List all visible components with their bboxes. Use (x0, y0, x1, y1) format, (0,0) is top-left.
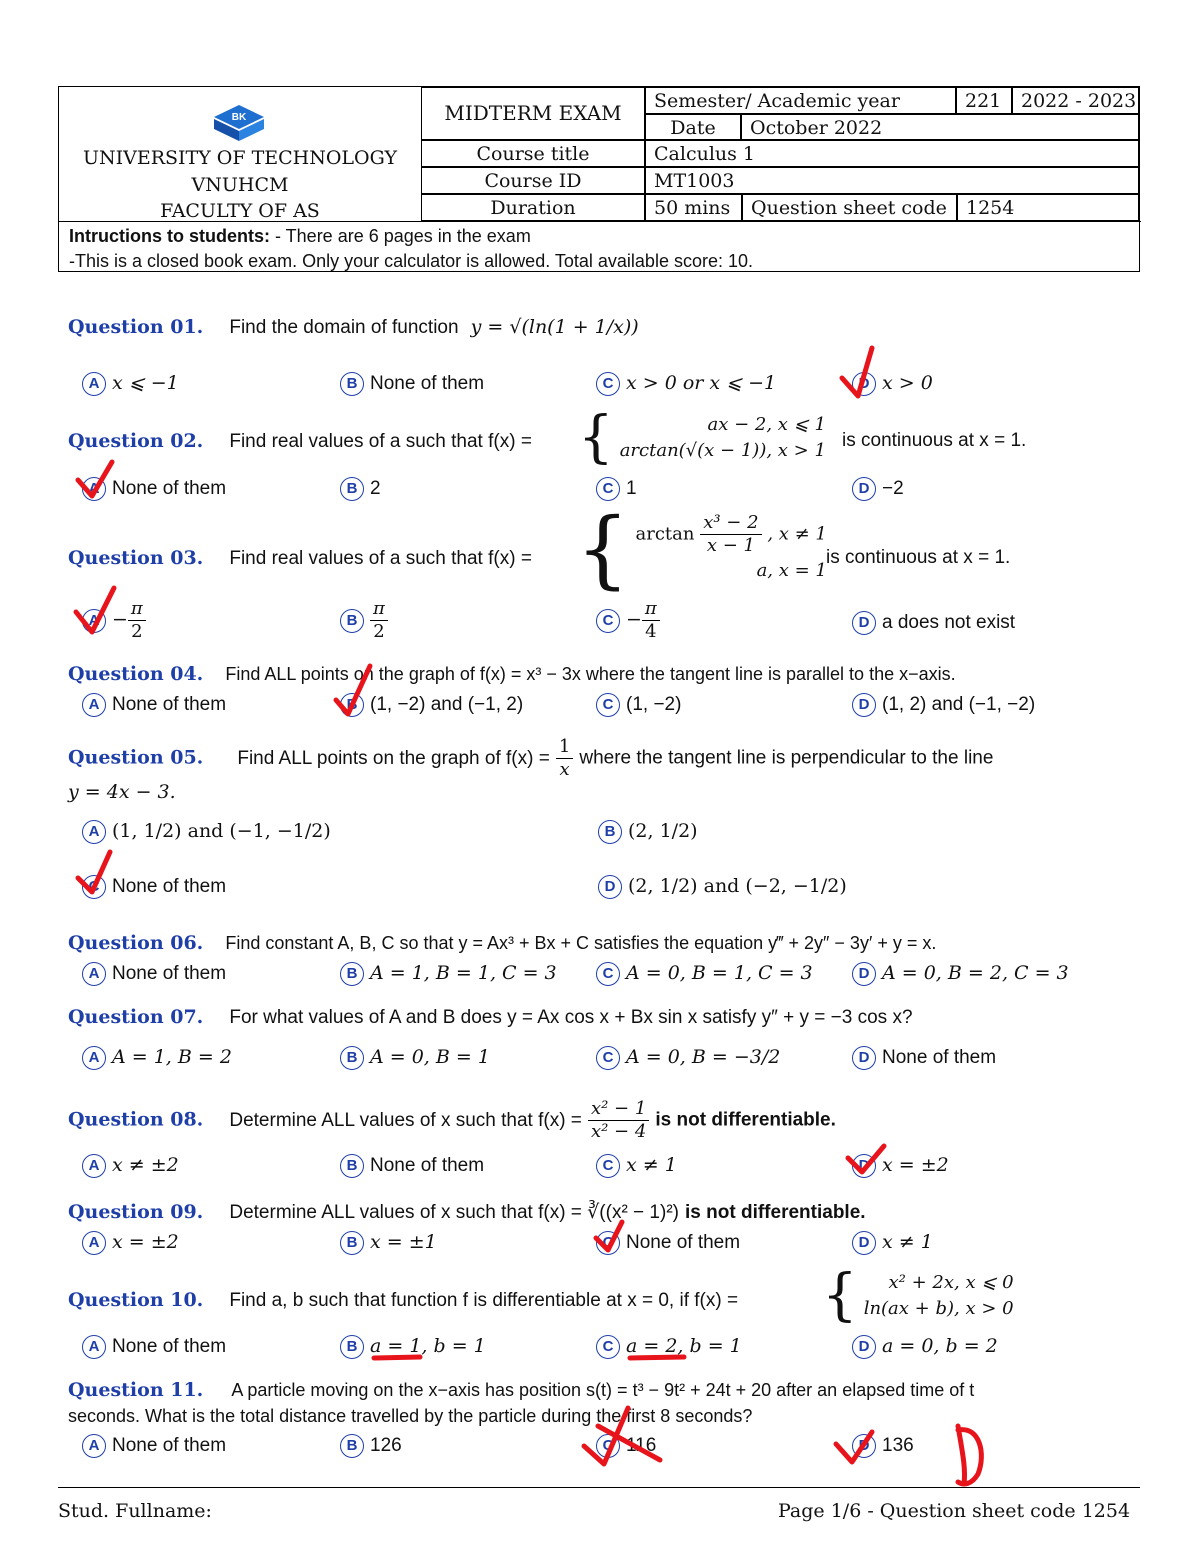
footer-rule (58, 1487, 1140, 1488)
question-label: Question 07. (68, 1006, 204, 1028)
q06-option-c[interactable] (596, 962, 813, 986)
q02-option-c[interactable] (596, 477, 637, 501)
option-text: 136 (882, 1435, 914, 1457)
option-letter: D (852, 1231, 876, 1255)
option-denominator: 2 (373, 621, 385, 642)
q01-option-c[interactable] (596, 372, 776, 396)
course-title: Calculus 1 (645, 140, 1139, 167)
option-letter: C (596, 1434, 620, 1458)
case-1-numerator: x³ − 2 (700, 512, 761, 535)
q08-option-c[interactable] (596, 1154, 677, 1178)
q03-option-b[interactable] (340, 598, 388, 643)
question-label: Question 06. (68, 932, 204, 954)
option-text: x = ±1 (370, 1231, 437, 1254)
option-text: (2, 1/2) (628, 820, 698, 843)
option-letter: A (82, 1154, 106, 1178)
question-text: Determine ALL values of x such that f(x) = (229, 1109, 582, 1131)
option-letter: A (82, 820, 106, 844)
q03-piecewise (576, 499, 827, 598)
option-letter: A (82, 693, 106, 717)
option-text: x > 0 (882, 372, 933, 395)
q04-option-c[interactable] (596, 693, 681, 717)
q09-option-b[interactable] (340, 1231, 437, 1255)
option-numerator: π (370, 598, 388, 621)
option-letter: D (852, 1046, 876, 1070)
option-letter: C (596, 1154, 620, 1178)
option-letter: C (596, 693, 620, 717)
option-letter: C (596, 609, 620, 633)
option-text: x = ±2 (882, 1154, 949, 1177)
fraction-numerator: x² − 1 (588, 1098, 649, 1121)
q03-option-c[interactable] (596, 598, 660, 643)
question-06 (68, 932, 936, 954)
q07-option-c[interactable] (596, 1046, 780, 1070)
q09-option-a[interactable] (82, 1231, 179, 1255)
option-text: None of them (626, 1232, 741, 1254)
option-letter: D (852, 962, 876, 986)
course-title-label: Course title (421, 140, 645, 167)
option-letter: B (340, 477, 364, 501)
sheet-code-value: 1254 (957, 194, 1139, 221)
university-vnuhcm: VNUHCM (191, 174, 289, 196)
sheet-code-label: Question sheet code (742, 194, 957, 221)
option-letter: B (340, 1154, 364, 1178)
q09-option-d[interactable] (852, 1231, 933, 1255)
option-text: None of them (112, 694, 227, 716)
q07-option-d[interactable] (852, 1046, 996, 1070)
q05-option-b[interactable] (598, 820, 698, 844)
case-2: arctan(√(x − 1)), x > 1 (619, 440, 826, 461)
option-text: A = 0, B = 1 (370, 1046, 490, 1069)
option-letter: A (82, 1335, 106, 1359)
option-text: None of them (112, 876, 227, 898)
option-text: a = 2, b = 1 (626, 1335, 742, 1358)
option-text: −2 (882, 478, 904, 500)
option-text: A = 0, B = 1, C = 3 (626, 962, 813, 985)
q11-option-b[interactable] (340, 1434, 402, 1458)
option-text: a does not exist (882, 612, 1016, 634)
q10-option-a[interactable] (82, 1335, 226, 1359)
q10-option-c[interactable] (596, 1335, 742, 1359)
question-text: Find the domain of function (229, 317, 459, 338)
instructions-line-2: -This is a closed book exam. Only your calculator is allowed. Total available score: 10. (69, 251, 753, 271)
question-10 (68, 1289, 738, 1312)
option-text: x ⩽ −1 (112, 372, 179, 395)
option-text: a = 0, b = 2 (882, 1335, 998, 1358)
q10-option-d[interactable] (852, 1335, 998, 1359)
question-text: Find ALL points on the graph of f(x) = x³ − 3x where the tangent line is parallel to the x−axis. (225, 664, 956, 684)
exam-title: MIDTERM EXAM (421, 87, 645, 140)
date-value: October 2022 (741, 114, 1139, 140)
duration-value: 50 mins (645, 194, 742, 221)
option-letter: C (596, 1231, 620, 1255)
question-text: Find real values of a such that f(x) = (229, 431, 532, 452)
q03-option-d[interactable] (852, 611, 1015, 635)
option-letter: D (598, 875, 622, 899)
option-text: 126 (370, 1435, 402, 1457)
option-letter: A (82, 1231, 106, 1255)
course-id: MT1003 (645, 167, 1139, 194)
option-letter: D (852, 611, 876, 635)
case-1: ax − 2, x ⩽ 1 (707, 414, 826, 435)
q02-piecewise (578, 405, 826, 470)
option-denominator: 4 (645, 621, 657, 642)
option-letter: B (340, 693, 364, 717)
option-letter: A (82, 1434, 106, 1458)
q08-option-d[interactable] (852, 1154, 949, 1178)
option-sign: − (112, 608, 128, 631)
option-letter: B (340, 962, 364, 986)
option-text: x ≠ 1 (626, 1154, 677, 1177)
q01-option-a[interactable] (82, 372, 179, 396)
question-05 (68, 736, 993, 781)
q07-option-a[interactable] (82, 1046, 232, 1070)
option-text: None of them (112, 1435, 227, 1457)
q05-option-a[interactable] (82, 820, 331, 844)
q11-option-a[interactable] (82, 1434, 226, 1458)
option-text: x ≠ 1 (882, 1231, 933, 1254)
q09-option-c[interactable] (596, 1231, 740, 1255)
question-text-post: where the tangent line is perpendicular to the line (579, 747, 994, 769)
q02-option-b[interactable] (340, 477, 381, 501)
question-math: y = √(ln(1 + 1/x)) (470, 316, 639, 338)
brace-icon: { (822, 1263, 858, 1328)
option-text: (1, −2) (626, 694, 682, 716)
q01-option-b[interactable] (340, 372, 484, 396)
fraction-numerator: 1 (556, 736, 573, 759)
case-2: a, x = 1 (756, 560, 827, 581)
case-1: x² + 2x, x ⩽ 0 (888, 1272, 1014, 1293)
option-letter: D (852, 693, 876, 717)
option-letter: C (596, 962, 620, 986)
q08-option-a[interactable] (82, 1154, 179, 1178)
option-letter: D (852, 372, 876, 396)
question-label: Question 10. (68, 1289, 204, 1311)
question-02 (68, 430, 532, 453)
university-name: UNIVERSITY OF TECHNOLOGY (82, 147, 398, 169)
option-letter: B (340, 1335, 364, 1359)
option-text: None of them (112, 1336, 227, 1358)
option-letter: D (852, 1434, 876, 1458)
question-label: Question 05. (68, 746, 204, 769)
page-info: Page 1/6 - Question sheet code 1254 (778, 1500, 1131, 1522)
course-id-label: Course ID (421, 167, 645, 194)
option-text: x ≠ ±2 (112, 1154, 179, 1177)
question-01 (68, 316, 639, 339)
case-2: ln(ax + b), x > 0 (863, 1298, 1014, 1319)
q05-option-d[interactable] (598, 875, 847, 899)
option-text: (1, 2) and (−1, −2) (882, 694, 1036, 716)
option-text: A = 1, B = 2 (112, 1046, 232, 1069)
option-letter: B (340, 609, 364, 633)
q04-option-a[interactable] (82, 693, 226, 717)
option-text: a = 1, b = 1 (370, 1335, 486, 1358)
option-text: None of them (882, 1047, 997, 1069)
option-sign: − (626, 608, 642, 631)
brace-icon: { (578, 405, 614, 470)
option-text: A = 1, B = 1, C = 3 (370, 962, 557, 985)
question-text: Find real values of a such that f(x) = (229, 548, 532, 569)
q10-option-b[interactable] (340, 1335, 486, 1359)
question-11 (68, 1379, 974, 1401)
duration-label: Duration (421, 194, 645, 221)
option-letter: A (82, 477, 106, 501)
instructions-label: Intructions to students: (69, 226, 270, 246)
question-tail: is not differentiable. (685, 1202, 866, 1223)
question-text: Find constant A, B, C so that y = Ax³ + Bx + C satisfies the equation y‴ + 2y″ − 3y′ + y = x. (225, 933, 937, 953)
option-text: 2 (370, 478, 381, 500)
q10-piecewise (822, 1263, 1014, 1328)
option-letter: A (82, 609, 106, 633)
option-text: None of them (370, 1155, 485, 1177)
option-letter: C (596, 477, 620, 501)
question-07 (68, 1006, 913, 1029)
option-letter: C (596, 1046, 620, 1070)
q04-option-d[interactable] (852, 693, 1035, 717)
option-letter: A (82, 1046, 106, 1070)
question-tail: is continuous at x = 1. (826, 547, 1011, 568)
question-text: Find a, b such that function f is differentiable at x = 0, if f(x) = (229, 1290, 739, 1311)
option-letter: C (596, 1335, 620, 1359)
option-letter: D (852, 1154, 876, 1178)
option-letter: A (82, 372, 106, 396)
university-logo (214, 105, 264, 141)
brace-icon: { (576, 499, 630, 598)
question-text: A particle moving on the x−axis has position s(t) = t³ − 9t² + 24t + 20 after an elapsed time of t (231, 1380, 975, 1400)
option-text: x = ±2 (112, 1231, 179, 1254)
q02-option-a[interactable] (82, 477, 226, 501)
q06-option-b[interactable] (340, 962, 557, 986)
q04-option-b[interactable] (340, 693, 523, 717)
instructions-line-1: - There are 6 pages in the exam (270, 226, 531, 246)
option-text: A = 0, B = 2, C = 3 (882, 962, 1069, 985)
q11-option-d[interactable] (852, 1434, 914, 1458)
q05-option-c[interactable] (82, 875, 226, 899)
question-label: Question 08. (68, 1108, 204, 1131)
question-tail: is continuous at x = 1. (842, 430, 1027, 451)
option-text: (2, 1/2) and (−2, −1/2) (628, 875, 847, 898)
option-letter: B (340, 1046, 364, 1070)
fraction-denominator: x² − 4 (590, 1121, 647, 1142)
option-text: 116 (626, 1435, 657, 1457)
option-text: None of them (370, 373, 485, 395)
option-letter: A (82, 962, 106, 986)
option-denominator: 2 (131, 621, 143, 642)
question-08 (68, 1098, 836, 1143)
question-label: Question 03. (68, 547, 204, 569)
question-line-2: seconds. What is the total distance travelled by the particle during the first 8 seconds? (68, 1406, 753, 1426)
option-letter: B (598, 820, 622, 844)
handwritten-d-mark (958, 1426, 981, 1484)
question-label: Question 01. (68, 316, 204, 338)
option-text: A = 0, B = −3/2 (626, 1046, 781, 1069)
instructions (59, 221, 1141, 273)
question-label: Question 04. (68, 663, 204, 685)
question-04 (68, 663, 956, 685)
option-text: 1 (626, 478, 637, 500)
date-label: Date (645, 114, 741, 140)
q06-option-a[interactable] (82, 962, 226, 986)
question-label: Question 11. (68, 1379, 204, 1401)
case-1-func: arctan (635, 523, 695, 545)
case-1-denominator: x − 1 (706, 535, 755, 556)
academic-year: 2022 - 2023 (1012, 87, 1139, 114)
q11-option-c[interactable] (596, 1434, 656, 1458)
option-text: (1, −2) and (−1, 2) (370, 694, 524, 716)
fraction-denominator: x (559, 759, 570, 780)
question-text: For what values of A and B does y = Ax cos x + Bx sin x satisfy y″ + y = −3 cos x? (229, 1007, 913, 1028)
semester-value: 221 (956, 87, 1012, 114)
option-letter: C (82, 875, 106, 899)
option-letter: D (852, 477, 876, 501)
option-text: x > 0 or x ⩽ −1 (626, 372, 777, 395)
option-letter: C (596, 372, 620, 396)
semester-label: Semester/ Academic year (645, 87, 956, 114)
question-label: Question 09. (68, 1201, 204, 1223)
case-1-condition: , x ≠ 1 (767, 523, 827, 545)
option-letter: B (340, 1434, 364, 1458)
q06-option-d[interactable] (852, 962, 1069, 986)
q07-option-b[interactable] (340, 1046, 490, 1070)
option-letter: D (852, 1335, 876, 1359)
q02-option-d[interactable] (852, 477, 904, 501)
question-text: Determine ALL values of x such that f(x) = ∛((x² − 1)²) (229, 1202, 679, 1223)
university-block (59, 87, 421, 221)
question-09 (68, 1201, 866, 1224)
q08-option-b[interactable] (340, 1154, 484, 1178)
faculty-name: FACULTY OF AS (160, 200, 320, 222)
option-letter: B (340, 372, 364, 396)
exam-header (58, 86, 1140, 272)
question-label: Question 02. (68, 430, 204, 452)
option-numerator: π (128, 598, 146, 621)
option-text: None of them (112, 963, 227, 985)
question-03 (68, 547, 532, 570)
q03-option-a[interactable] (82, 598, 146, 643)
question-text: Find ALL points on the graph of f(x) = (237, 747, 550, 769)
option-text: (1, 1/2) and (−1, −1/2) (112, 820, 331, 843)
svg-text:BK: BK (231, 112, 247, 123)
q01-option-d[interactable] (852, 372, 933, 396)
student-name-label: Stud. Fullname: (58, 1500, 212, 1522)
option-letter: B (340, 1231, 364, 1255)
question-tail: is not differentiable. (655, 1109, 836, 1131)
option-text: None of them (112, 478, 227, 500)
option-numerator: π (642, 598, 660, 621)
question-line-2: y = 4x − 3. (68, 781, 176, 803)
